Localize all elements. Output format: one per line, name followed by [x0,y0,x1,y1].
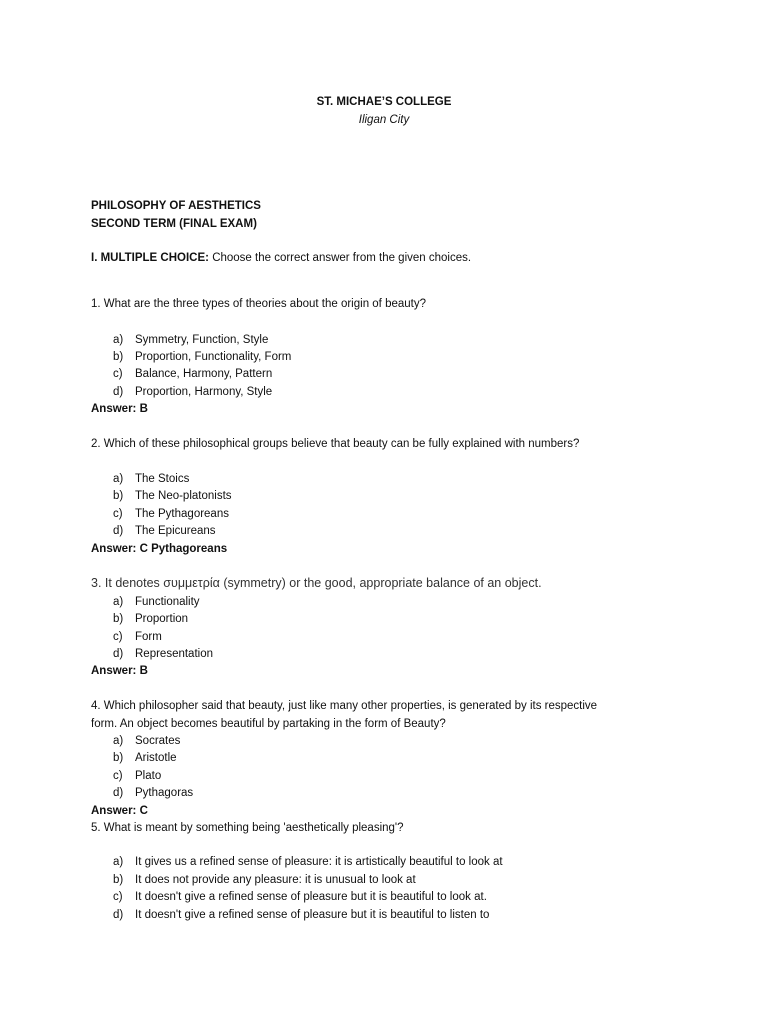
section-label: I. MULTIPLE CHOICE: [91,252,209,264]
question-4-line-1: 4. Which philosopher said that beauty, just like many other properties, is generated by its respective [91,700,598,712]
question-5: 5. What is meant by something being 'aesthetically pleasing'? [91,822,404,834]
course-term: SECOND TERM (FINAL EXAM) [91,218,257,230]
question-2-answer: Answer: C Pythagoreans [91,543,228,555]
college-name: ST. MICHAE’S COLLEGE [316,96,452,108]
question-1: 1. What are the three types of theories about the origin of beauty? [91,298,426,310]
question-3-answer: Answer: B [91,665,148,677]
exam-page: ST. MICHAE’S COLLEGE Iligan City PHILOSOPHY OF AESTHETICS SECOND TERM (FINAL EXAM) I. MULTIPLE CHOICE: Choose the correct answer from the given choices. 1. What are the three types of theories about the origin of beauty? a) Symmetry, Function, Style b) Proportion, Functionality, Form c) Balance, Harmony, Pattern d) Proportion, Harmony, Style Answer: B 2. Which of these philosophical groups believe that beauty can be fully explained with numbers? a) The Stoics b) The Neo-platonists c) The Pythagoreans d) The Epicureans Answer: C Pythagoreans 3. It denotes συμμετρία (symmetry) or the good, appropriate balance of an object. a) Functionality b) Proportion c) Form d) Representation Answer: B 4. Which philosopher said that beauty, just like many other properties, is generated by its respective form. An object becomes beautiful by partaking in the form of Beauty? a) Socrates b) Aristotle c) Plato d) Pythagoras Answer: C 5. What is meant by something being 'aesthetically pleasing'? a) It gives us a refined sense of pleasure: it is artistically beautiful to look at b) It does not provide any pleasure: it is unusual to look at c) It doesn't give a refined sense of pleasure but it is beautiful to look at. d) It doesn't give a refined sense of pleasure but it is beautiful to listen to [0,0,768,1024]
question-4-line-2: form. An object becomes beautiful by partaking in the form of Beauty? [91,718,446,730]
section-instructions [91,251,471,265]
question-2: 2. Which of these philosophical groups believe that beauty can be fully explained with numbers? [91,438,580,450]
question-3: 3. It denotes συμμετρία (symmetry) or the good, appropriate balance of an object. [91,576,542,590]
question-1-answer: Answer: B [91,403,148,415]
section-text: Choose the correct answer from the given choices. [212,252,472,264]
college-city: Iligan City [358,114,410,126]
question-4-answer: Answer: C [91,805,148,817]
course-title: PHILOSOPHY OF AESTHETICS [91,200,261,212]
